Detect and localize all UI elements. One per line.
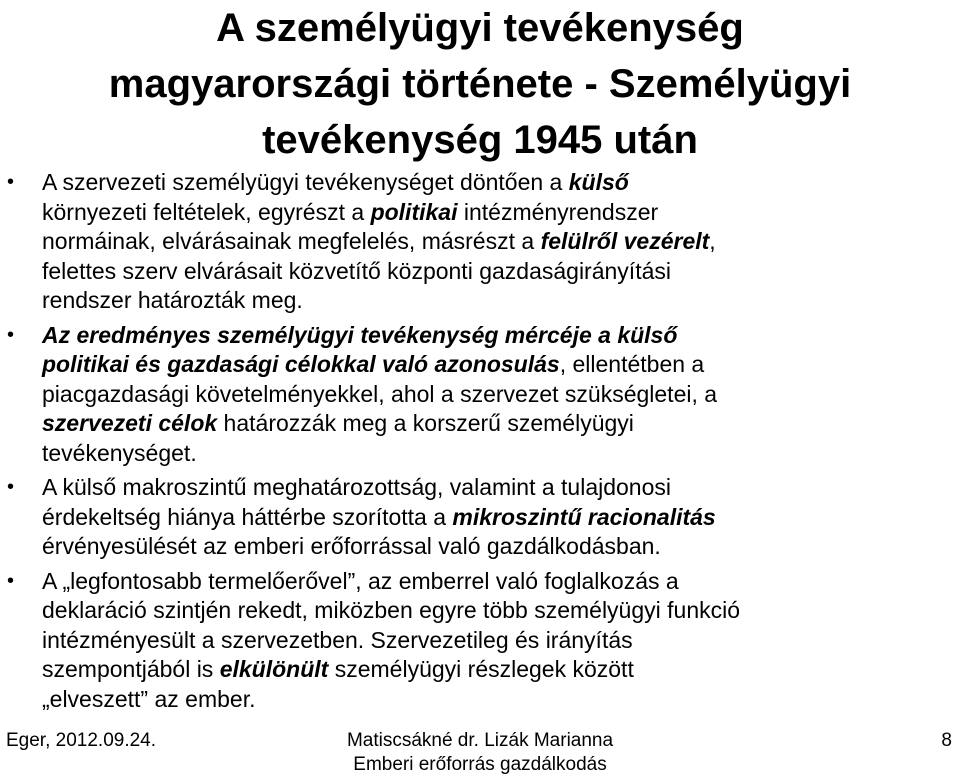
text-segment: piacgazdasági követelményekkel, ahol a szervezet szükségletei, a (42, 380, 718, 407)
bullet-line (42, 567, 947, 597)
emphasized-text: szervezeti célok (42, 410, 218, 436)
bullet-line (42, 439, 947, 469)
bullet-line (42, 198, 947, 228)
text-segment: deklaráció szintjén rekedt, miközben egyre több személyügyi funkció (42, 597, 741, 623)
slide-title-line: tevékenység 1945 után (262, 118, 698, 162)
footer-author: Matiscsákné dr. Lizák Marianna (346, 730, 614, 751)
footer-date: Eger, 2012.09.24. (6, 730, 157, 751)
text-segment: szempontjából is (42, 656, 220, 682)
bullet-line (42, 473, 947, 503)
text-segment: érdekeltség hiánya háttérbe szorította a (42, 503, 453, 530)
text-segment: normáinak, elvárásainak megfelelés, másrészt a (42, 228, 541, 254)
text-segment: A külső makroszintű meghatározottság, valamint a tulajdonosi (42, 474, 671, 500)
text-segment: tevékenységet. (42, 439, 197, 466)
emphasized-text: külső (568, 169, 629, 195)
emphasized-text: elkülönült (219, 656, 329, 682)
bullet-line (42, 596, 947, 626)
bullet-line (42, 655, 947, 685)
bullet-item (7, 567, 947, 715)
footer-course: Emberi erőforrás gazdálkodás (353, 754, 607, 775)
bullet-list (7, 168, 947, 719)
emphasized-text: Az eredményes személyügyi tevékenység mércéje a külső (42, 321, 678, 348)
bullet-dot-icon: • (7, 476, 15, 498)
text-segment: A szervezeti személyügyi tevékenységet döntően a (42, 169, 569, 195)
bullet-item (7, 321, 947, 469)
text-segment: A „legfontosabb termelőerővel”, az emberrel való foglalkozás a (42, 567, 679, 594)
bullet-line (42, 626, 947, 656)
bullet-dot-icon: • (7, 323, 15, 346)
bullet-item (7, 473, 947, 562)
text-segment: környezeti feltételek, egyrészt a (42, 198, 371, 225)
emphasized-text: felülről vezérelt (540, 228, 710, 254)
bullet-line (42, 168, 947, 198)
bullet-line (42, 286, 947, 316)
slide-title-line: magyarországi története - Személyügyi (108, 62, 852, 106)
bullet-line (42, 685, 947, 715)
text-segment: , (709, 228, 716, 254)
slide-title-line: A személyügyi tevékenység (216, 6, 744, 50)
bullet-dot-icon: • (7, 171, 15, 193)
text-segment: érvényesülését az emberi erőforrással való gazdálkodásban. (42, 533, 661, 559)
bullet-item (7, 168, 947, 316)
bullet-line (42, 380, 947, 410)
text-segment: , ellentétben a (559, 351, 705, 377)
bullet-line (42, 409, 947, 439)
slide-title (0, 0, 960, 168)
page-number: 8 (941, 730, 952, 751)
text-segment: intézményrendszer (457, 198, 659, 225)
text-segment: intézményesült a szervezetben. Szervezetileg és irányítás (42, 626, 633, 653)
bullet-line (42, 532, 947, 562)
text-segment: rendszer határozták meg. (42, 287, 303, 313)
bullet-line (42, 503, 947, 533)
emphasized-text: mikroszintű racionalitás (452, 503, 716, 530)
text-segment: személyügyi részlegek között (328, 656, 634, 682)
text-segment: „elveszett” az ember. (42, 685, 256, 712)
footer-author-course (320, 729, 640, 777)
text-segment: határozzák meg a korszerű személyügyi (217, 410, 634, 436)
bullet-line (42, 350, 947, 380)
bullet-dot-icon: • (7, 569, 15, 592)
bullet-line (42, 321, 947, 351)
emphasized-text: politikai (370, 198, 458, 225)
text-segment: felettes szerv elvárásait közvetítő központi gazdaságirányítási (42, 257, 671, 284)
bullet-line (42, 227, 947, 257)
emphasized-text: politikai és gazdasági célokkal való azonosulás (42, 351, 560, 377)
bullet-line (42, 257, 947, 287)
